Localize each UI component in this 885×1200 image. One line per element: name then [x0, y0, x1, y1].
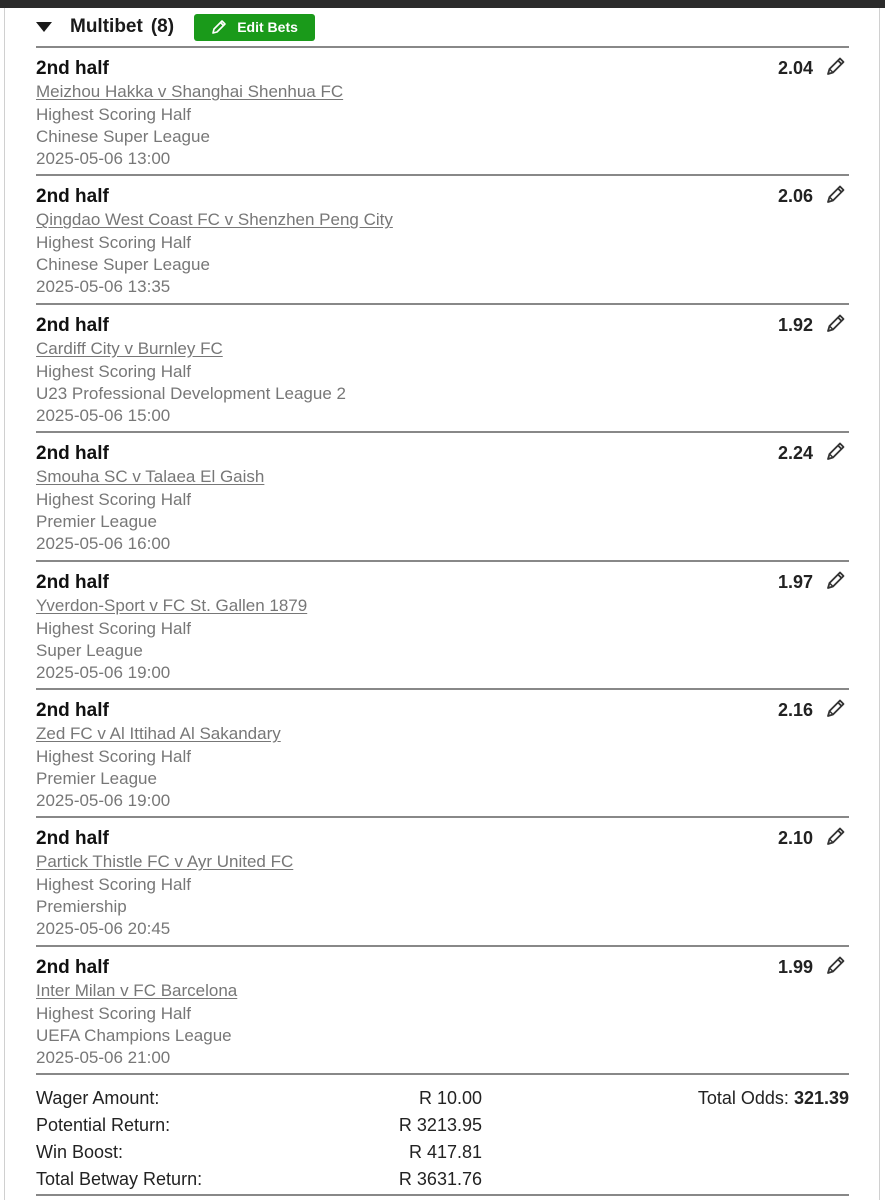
pencil-icon[interactable]: [825, 954, 847, 976]
bet-league: Chinese Super League: [36, 127, 210, 146]
bet-time: 2025-05-06 21:00: [36, 1047, 171, 1067]
bet-selection: 2nd half: [36, 828, 109, 850]
win-boost-value: R 417.81: [408, 1142, 482, 1162]
edit-bets-button[interactable]: [194, 14, 315, 41]
bet-time: 2025-05-06 13:35: [36, 277, 171, 297]
total-odds-value: 321.39: [793, 1088, 849, 1108]
bet-match-link[interactable]: Qingdao West Coast FC v Shenzhen Peng City: [36, 210, 393, 230]
bet-selection: 2nd half: [36, 699, 109, 721]
bet-item: [36, 560, 849, 688]
bet-match-link[interactable]: Zed FC v Al Ittihad Al Sakandary: [36, 723, 281, 743]
multibet-header: [36, 12, 315, 42]
pencil-icon[interactable]: [825, 440, 847, 462]
pencil-icon[interactable]: [825, 569, 847, 591]
pencil-icon[interactable]: [825, 825, 847, 847]
bet-odds: 1.99: [777, 956, 813, 977]
potential-return-value: R 3213.95: [398, 1115, 482, 1135]
total-return-label: Total Betway Return:: [36, 1169, 203, 1189]
bet-match-link[interactable]: Smouha SC v Talaea El Gaish: [36, 467, 265, 487]
bet-time: 2025-05-06 19:00: [36, 662, 171, 682]
multibet-count: (8): [150, 16, 175, 37]
bet-market: Highest Scoring Half: [36, 1003, 191, 1023]
bet-market: Highest Scoring Half: [36, 105, 191, 124]
bet-market: Highest Scoring Half: [36, 746, 191, 766]
bet-item: [36, 816, 849, 944]
bet-odds: 1.92: [777, 314, 813, 335]
bet-odds: 2.04: [777, 58, 813, 78]
total-return-value: R 3631.76: [398, 1169, 482, 1189]
bet-match-link[interactable]: Cardiff City v Burnley FC: [36, 338, 223, 358]
bet-item: [36, 688, 849, 816]
bet-selection: 2nd half: [36, 186, 109, 208]
frame-border-left: [4, 8, 5, 1200]
total-odds-label: Total Odds:: [697, 1088, 789, 1108]
bet-item: [36, 303, 849, 431]
bet-match-link[interactable]: Meizhou Hakka v Shanghai Shenhua FC: [36, 82, 344, 101]
bet-odds: 2.16: [777, 699, 813, 720]
bet-match-link[interactable]: Partick Thistle FC v Ayr United FC: [36, 852, 294, 872]
bet-item: [36, 174, 849, 302]
bet-selection: 2nd half: [36, 58, 109, 79]
bet-selection: 2nd half: [36, 443, 109, 465]
wager-label: Wager Amount:: [36, 1088, 160, 1108]
bet-odds: 1.97: [777, 571, 813, 592]
bet-league: Chinese Super League: [36, 255, 210, 275]
bottom-divider: [36, 1194, 849, 1196]
bet-time: 2025-05-06 20:45: [36, 919, 171, 939]
bet-summary: [36, 1073, 849, 1197]
bet-item: [36, 46, 849, 174]
bet-time: 2025-05-06 15:00: [36, 405, 171, 425]
bet-time: 2025-05-06 16:00: [36, 534, 171, 554]
bet-odds: 2.24: [777, 443, 813, 464]
pencil-icon[interactable]: [825, 312, 847, 334]
pencil-icon[interactable]: [825, 183, 847, 205]
multibet-title: Multibet: [70, 16, 143, 37]
bet-league: Super League: [36, 640, 143, 660]
bet-selection: 2nd half: [36, 314, 109, 336]
bet-league: UEFA Champions League: [36, 1025, 232, 1045]
edit-bets-label: Edit Bets: [237, 19, 298, 35]
total-odds: [698, 1088, 849, 1109]
potential-return-label: Potential Return:: [36, 1115, 171, 1135]
bet-odds: 2.06: [777, 186, 813, 207]
bet-market: Highest Scoring Half: [36, 490, 191, 510]
wager-value: R 10.00: [418, 1088, 482, 1108]
bet-market: Highest Scoring Half: [36, 875, 191, 895]
bet-item: [36, 431, 849, 559]
pencil-icon[interactable]: [825, 697, 847, 719]
bet-selection: 2nd half: [36, 571, 109, 593]
bet-time: 2025-05-06 13:00: [36, 149, 171, 168]
bet-market: Highest Scoring Half: [36, 233, 191, 253]
bet-league: Premier League: [36, 768, 157, 788]
top-bar: [0, 0, 885, 8]
bet-selection: 2nd half: [36, 956, 109, 978]
bet-league: Premier League: [36, 512, 157, 532]
bet-item: [36, 945, 849, 1073]
bet-list: [36, 46, 849, 1073]
bet-market: Highest Scoring Half: [36, 361, 191, 381]
pencil-icon: [211, 19, 227, 35]
bet-league: U23 Professional Development League 2: [36, 383, 346, 403]
collapse-caret-icon[interactable]: [36, 22, 52, 32]
frame-border-right: [879, 8, 880, 1200]
bet-match-link[interactable]: Yverdon-Sport v FC St. Gallen 1879: [36, 595, 308, 615]
win-boost-label: Win Boost:: [36, 1142, 124, 1162]
bet-market: Highest Scoring Half: [36, 618, 191, 638]
pencil-icon[interactable]: [825, 55, 847, 77]
bet-odds: 2.10: [777, 828, 813, 849]
bet-league: Premiership: [36, 897, 127, 917]
bet-time: 2025-05-06 19:00: [36, 790, 171, 810]
bet-match-link[interactable]: Inter Milan v FC Barcelona: [36, 980, 238, 1000]
